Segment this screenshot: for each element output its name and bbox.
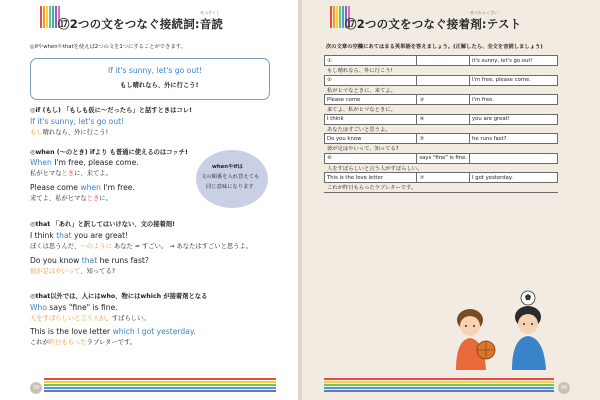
that-ex2-a: Do you know [30, 256, 82, 265]
test-translation-row [325, 144, 558, 154]
when-heading: ◎when (〜のとき) ifより も普通に使えるのはコッチ! [30, 149, 188, 156]
if-ja-rest: 晴れなら、外に行こう! [42, 129, 109, 136]
right-footer-stripes [324, 378, 554, 392]
that-example1-ja [30, 244, 252, 251]
which-ja-b: ラブレターです。 [86, 339, 137, 346]
test-cell[interactable] [417, 56, 470, 66]
boy-right-eye-l [523, 323, 525, 325]
title-ruby: せつぞくし [200, 10, 220, 15]
tip-line-3: 同じ意味になります [206, 184, 254, 190]
test-translation: もし晴れなら、外に行こう! [325, 66, 558, 76]
when-word-2: when [80, 183, 101, 192]
when-ex1-rest: I'm free, please come. [51, 158, 139, 167]
if-example-en: If it's sunny, let's go out! [30, 117, 125, 126]
which-ex-a: This is the love letter [30, 327, 113, 336]
test-cell: says "fine" is fine. [417, 153, 470, 163]
when-example1-en [30, 159, 139, 167]
when-ex2-main: Please come [30, 183, 81, 192]
when-ex2-ja-main: 来てよ、私がヒマな [30, 195, 87, 202]
test-cell: I'm free. [470, 95, 558, 105]
boy-right-body [512, 336, 546, 370]
test-cell: he runs fast? [470, 134, 558, 144]
test-translation: 彼が足はやいって、知ってる? [325, 144, 558, 154]
page-title: ⑰2つの文をつなぐ接続詞:音読 [58, 17, 224, 31]
test-cell[interactable]: ⑤ [417, 134, 470, 144]
who-ja-hl: 人をすばらしいと言う人が [30, 315, 106, 322]
boy-right-face [518, 314, 538, 334]
test-cell[interactable]: ① [325, 56, 417, 66]
when-ex1-ja-main: 私がヒマな [30, 170, 62, 177]
boy-left-eye-l [465, 325, 467, 327]
test-translation-row [325, 183, 558, 193]
test-question-row [325, 56, 558, 66]
that-ex2-ja-b: 、知ってる? [80, 268, 116, 275]
that-ex1-b: you are great! [71, 231, 129, 240]
tip-line-2: 文の順番を入れ替えても [201, 174, 260, 180]
who-word: Who [30, 303, 47, 312]
test-cell[interactable]: ⑥ [325, 153, 417, 163]
when-ex2-ja-end: に。 [99, 195, 112, 202]
test-instructions: 次の文章の空欄にあてはまる英単語を答えましょう。(正解したら、全文を音読しましょう) [326, 44, 543, 50]
test-cell[interactable]: ③ [417, 95, 470, 105]
when-example1-ja [30, 171, 112, 178]
when-ex1-ja-hl: とき [61, 170, 75, 177]
who-ex-rest: says "fine" is fine. [46, 303, 118, 312]
test-cell[interactable]: ④ [417, 114, 470, 124]
that-ex1-ja-a: ぼくは思うんだ、 [30, 243, 81, 250]
left-footer-stripes [44, 378, 276, 392]
who-example-en [30, 304, 118, 312]
that-ex1-ja-b: あなた = すごい。 → あなたはすごいと思うよ。 [113, 243, 253, 250]
when-example2-ja [30, 196, 112, 203]
test-translation: 私がヒマなときに、来てよ。 [325, 85, 558, 95]
page-number-left: 39 [30, 382, 42, 394]
which-ja-hl: 昨日もらった [48, 339, 87, 346]
that-example2-ja [30, 269, 115, 276]
example-en: If it's sunny, let's go out! [108, 66, 203, 75]
test-cell: Please come [325, 95, 417, 105]
who-example-ja [30, 316, 150, 323]
intro-text: ◎ifやwhenやthatを使えば2つの文を1つにすることができます。 [30, 44, 186, 50]
that-word: that [56, 231, 72, 240]
test-cell: it's sunny, let's go out! [470, 56, 558, 66]
test-cell: I got yesterday. [470, 173, 558, 183]
example-box [30, 58, 270, 100]
test-translation-row [325, 85, 558, 95]
test-table [324, 55, 558, 193]
that-heading: ◎that 「あれ」と訳してはいけない、文の接着剤! [30, 221, 175, 228]
test-question-row [325, 114, 558, 124]
test-question-row [325, 75, 558, 85]
test-translation: これが昨日もらったラブレターです。 [325, 183, 558, 193]
who-ja-rest: 、すばらしい。 [105, 315, 150, 322]
example-ja: もし晴れなら、外に行こう! [120, 82, 199, 89]
if-ja-highlight: もし [30, 129, 43, 136]
that-ex1-ja-hl: 〜のように [80, 243, 112, 250]
tip-line-1: whenやifは [212, 164, 243, 170]
test-translation: 人をすばらしいと言う人がすばらしい。 [325, 163, 558, 173]
test-cell[interactable]: ② [325, 75, 417, 85]
test-cell: This is the love letter [325, 173, 417, 183]
that-word-2: that [81, 256, 98, 265]
test-question-row [325, 95, 558, 105]
two-boys-illustration [440, 290, 560, 370]
test-cell: I'm free, please come. [470, 75, 558, 85]
test-cell: you are great! [470, 114, 558, 124]
test-cell: Do you know [325, 134, 417, 144]
that-example1-en [30, 232, 128, 240]
if-heading: ◎if (もし) 「もしも仮に〜だったら」と話すときはコレ! [30, 107, 192, 114]
which-ja-a: これが [30, 339, 49, 346]
test-translation: あなたはすごいと思うよ。 [325, 124, 558, 134]
title-ruby-right: せつちゃくざい [470, 10, 498, 15]
that-example2-en [30, 257, 149, 265]
test-translation-row [325, 124, 558, 134]
which-clause: which I got yesterday. [112, 327, 196, 336]
test-cell: I think [325, 114, 417, 124]
which-example-en [30, 328, 196, 336]
test-translation-row [325, 163, 558, 173]
who-which-heading: ◎that以外では、人にはwho、物にはwhich が接着剤となる [30, 293, 208, 300]
test-title: ⑰2つの文をつなぐ接着剤:テスト [345, 17, 522, 31]
boy-left-face [460, 316, 480, 336]
test-question-row [325, 134, 558, 144]
test-question-row [325, 153, 558, 163]
when-ex2-rest: I'm free. [100, 183, 135, 192]
which-example-ja [30, 340, 136, 347]
when-ex2-ja-hl: とき [86, 195, 100, 202]
when-example2-en [30, 184, 135, 192]
left-crayon-stripes [40, 6, 60, 28]
that-ex2-b: he runs fast? [97, 256, 149, 265]
test-question-row [325, 173, 558, 183]
test-translation-row [325, 105, 558, 115]
test-translation: 来てよ、私がヒマなときに。 [325, 105, 558, 115]
when-ex1-ja-end: に、来てよ。 [74, 170, 112, 177]
that-ex1-a: I think [30, 231, 57, 240]
boy-right-eye-r [531, 323, 533, 325]
boy-left-eye-r [473, 325, 475, 327]
if-example-ja [30, 130, 108, 137]
page-number-right: 40 [558, 382, 570, 394]
test-cell[interactable] [470, 153, 558, 163]
when-word: When [30, 158, 52, 167]
test-cell[interactable] [417, 75, 470, 85]
test-cell[interactable]: ⑦ [417, 173, 470, 183]
test-translation-row [325, 66, 558, 76]
that-ex2-ja-hl: 彼が足はやいって [30, 268, 81, 275]
